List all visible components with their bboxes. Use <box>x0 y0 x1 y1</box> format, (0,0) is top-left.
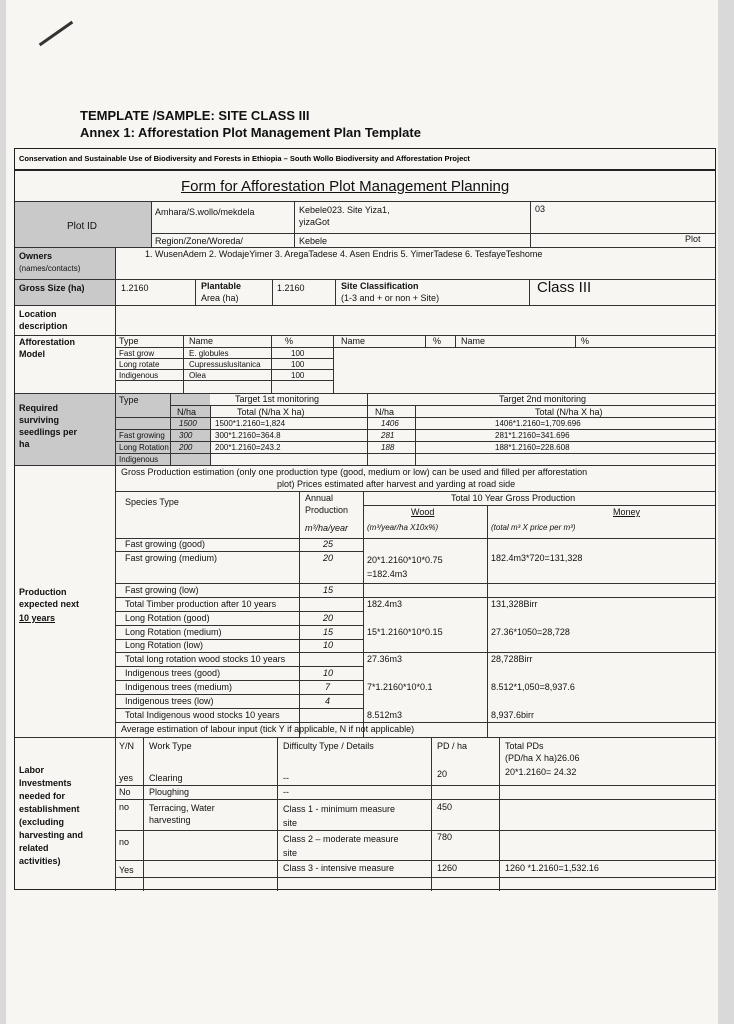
seedlings-head-nha2: N/ha <box>375 407 395 417</box>
seedlings-label-2: surviving <box>19 415 60 425</box>
labor-label-2: Investments <box>19 778 72 788</box>
seedlings-row-nha: 300 <box>179 431 193 440</box>
annex-title: Annex 1: Afforestation Plot Management Plan Template <box>80 125 421 140</box>
labor-label-4: establishment <box>19 804 80 814</box>
afforestation-head-pct2: % <box>433 336 442 346</box>
production-row-species: Long Rotation (medium) <box>125 627 222 637</box>
labor-row-yn: Yes <box>119 865 134 875</box>
production-row-money: 27.36*1050=28,728 <box>491 627 570 637</box>
project-header: Conservation and Sustainable Use of Biodiversity and Forests in Ethiopia – South Wollo Biodiversity and Afforestation Project <box>14 148 716 170</box>
seedlings-head-total: Total (N/ha X ha) <box>237 407 305 417</box>
location-value: Amhara/S.wollo/mekdela <box>155 207 255 217</box>
labor-head-total-1: Total PDs <box>505 741 544 751</box>
production-head-species: Species Type <box>125 497 179 507</box>
production-row-annual: 20 <box>323 613 334 623</box>
labor-head-diff: Difficulty Type / Details <box>283 741 374 751</box>
site-class-label-1: Site Classification <box>341 281 419 291</box>
production-row-money: 8.512*1,050=8,937.6 <box>491 682 575 692</box>
labor-row-diff: -- <box>283 787 289 797</box>
production-row-species: Fast growing (good) <box>125 539 206 549</box>
labor-head-work: Work Type <box>149 741 192 751</box>
afforestation-head-type: Type <box>119 336 139 346</box>
production-head-wood-sub: (m³/year/ha X10x%) <box>367 523 439 532</box>
labor-row-work: Clearing <box>149 773 183 783</box>
seedlings-row-nha2: 281 <box>381 431 395 440</box>
plot-caption: Plot <box>685 234 701 244</box>
document-page <box>6 0 718 1024</box>
production-head-money: Money <box>613 507 641 517</box>
labor-row-work: Ploughing <box>149 787 190 797</box>
seedlings-head-target1: Target 1st monitoring <box>235 394 320 404</box>
production-row-wood: 182.4m3 <box>367 599 403 609</box>
production-row-wood: 8.512m3 <box>367 710 403 720</box>
plantable-value: 1.2160 <box>277 283 305 293</box>
seedlings-head-total2: Total (N/ha X ha) <box>535 407 603 417</box>
production-head-wood: Wood <box>411 507 435 517</box>
production-row-annual: 25 <box>323 539 334 549</box>
production-row-species: Fast growing (low) <box>125 585 199 595</box>
form-table <box>14 170 716 890</box>
production-row-annual: 15 <box>323 627 334 637</box>
gross-size-value: 1.2160 <box>121 283 149 293</box>
seedlings-row-type: Long Rotation <box>119 443 169 452</box>
production-note-2: plot) Prices estimated after harvest and yarding at road side <box>277 479 516 489</box>
afforestation-head-pct3: % <box>581 336 590 346</box>
seedlings-row-nha2: 1406 <box>381 419 399 428</box>
plantable-label-1: Plantable <box>201 281 242 291</box>
labor-head-yn: Y/N <box>119 741 135 751</box>
labor-row-pd: 780 <box>437 832 453 842</box>
labor-label-7: related <box>19 843 49 853</box>
labor-head-total-2: (PD/ha X ha)26.06 <box>505 753 580 763</box>
afforestation-head-name: Name <box>189 336 214 346</box>
production-row-annual: 7 <box>325 682 331 692</box>
gross-size-label: Gross Size (ha) <box>19 283 85 293</box>
afforestation-row-name: E. globules <box>189 349 229 358</box>
labor-label-1: Labor <box>19 765 45 775</box>
plot-number: 03 <box>535 204 546 214</box>
labor-label-8: activities) <box>19 856 61 866</box>
labor-row-pd: 20 <box>437 769 448 779</box>
afforestation-label-1: Afforestation <box>19 337 75 347</box>
production-label-1: Production <box>19 587 67 597</box>
site-class-value: Class III <box>537 279 592 296</box>
afforestation-row-pct: 100 <box>291 371 305 380</box>
seedlings-row-nha: 1500 <box>179 419 197 428</box>
labor-head-pd: PD / ha <box>437 741 468 751</box>
seedlings-row-total: 300*1.2160=364.8 <box>215 431 281 440</box>
seedlings-row-type: Indigenous <box>119 455 159 464</box>
owners-value: 1. WusenAdem 2. WodajeYimer 3. AregaTadese 4. Asen Endris 5. YimerTadese 6. TesfayeTeshome <box>145 249 543 259</box>
production-row-money: 28,728Birr <box>491 654 533 664</box>
labor-row-pd: 450 <box>437 802 453 812</box>
production-row-species: Total Timber production after 10 years <box>125 599 277 609</box>
afforestation-row-type: Fast grow <box>119 349 155 358</box>
production-row-species: Indigenous trees (low) <box>125 696 214 706</box>
labor-note: Average estimation of labour input (tick Y if applicable, N if not applicable) <box>121 724 415 734</box>
labor-label-3: needed for <box>19 791 66 801</box>
kebele-value-1: Kebele023. Site Yiza1, <box>299 205 390 215</box>
seedlings-row-nha: 200 <box>179 443 193 452</box>
form-title: Form for Afforestation Plot Management Planning <box>181 178 510 195</box>
seedlings-row-total: 1500*1.2160=1,824 <box>215 419 286 428</box>
seedlings-row-total2: 1406*1.2160=1,709.696 <box>495 419 581 428</box>
template-title: TEMPLATE /SAMPLE: SITE CLASS III <box>80 108 310 123</box>
seedlings-row-type: Fast growing <box>119 431 165 440</box>
owners-label: Owners <box>19 251 53 261</box>
production-row-wood: 27.36m3 <box>367 654 403 664</box>
production-row-annual: 4 <box>325 696 331 706</box>
kebele-caption: Kebele <box>299 236 328 246</box>
afforestation-head-name2: Name <box>341 336 366 346</box>
production-head-annual-2: Production <box>305 505 349 515</box>
owners-sublabel: (names/contacts) <box>19 264 81 273</box>
labor-row-total: 20*1.2160= 24.32 <box>505 767 577 777</box>
seedlings-row-total2: 188*1.2160=228.608 <box>495 443 570 452</box>
afforestation-row-type: Long rotate <box>119 360 160 369</box>
production-row-wood: 20*1.2160*10*0.75 =182.4m3 <box>367 555 443 579</box>
production-row-annual: 20 <box>323 553 334 563</box>
seedlings-head-type: Type <box>119 395 139 405</box>
afforestation-row-pct: 100 <box>291 360 305 369</box>
afforestation-head-name3: Name <box>461 336 486 346</box>
labor-row-diff: Class 1 - minimum measure site <box>283 804 396 828</box>
production-head-total10: Total 10 Year Gross Production <box>451 493 576 503</box>
production-label-2: expected next <box>19 599 80 609</box>
production-row-species: Indigenous trees (medium) <box>125 682 233 692</box>
labor-row-diff: Class 2 – moderate measure site <box>283 834 399 858</box>
labor-row-pd: 1260 <box>437 863 458 873</box>
afforestation-label-2: Model <box>19 349 45 359</box>
seedlings-row-total2: 281*1.2160=341.696 <box>495 431 570 440</box>
production-row-species: Total Indigenous wood stocks 10 years <box>125 710 280 720</box>
production-row-wood: 15*1.2160*10*0.15 <box>367 627 443 637</box>
production-note-1: Gross Production estimation (only one production type (good, medium or low) can be used and filled per afforestation <box>121 467 588 477</box>
plot-id-label: Plot ID <box>67 221 98 232</box>
seedlings-label-4: ha <box>19 439 30 449</box>
production-row-species: Total long rotation wood stocks 10 years <box>125 654 286 664</box>
labor-row-yn: no <box>119 802 130 812</box>
production-row-species: Indigenous trees (good) <box>125 668 221 678</box>
production-row-annual: 15 <box>323 585 334 595</box>
labor-row-work: Terracing, Water harvesting <box>149 803 215 825</box>
labor-row-diff: -- <box>283 773 289 783</box>
location-label-1: Location <box>19 309 57 319</box>
production-row-annual: 10 <box>323 668 334 678</box>
afforestation-head-pct: % <box>285 336 294 346</box>
location-caption: Region/Zone/Woreda/ <box>155 236 243 246</box>
site-class-label-2: (1-3 and + or non + Site) <box>341 293 440 303</box>
seedlings-row-total: 200*1.2160=243.2 <box>215 443 281 452</box>
seedlings-label-3: seedlings per <box>19 427 78 437</box>
labor-label-6: harvesting and <box>19 830 84 840</box>
plantable-label-2: Area (ha) <box>201 293 239 303</box>
labor-row-yn: yes <box>119 773 134 783</box>
seedlings-label-1: Required <box>19 403 59 413</box>
labor-row-diff: Class 3 - intensive measure <box>283 863 395 873</box>
labor-row-yn: no <box>119 837 130 847</box>
production-head-money-sub: (total m³ X price per m³) <box>491 523 576 532</box>
seedlings-head-target2: Target 2nd monitoring <box>499 394 587 404</box>
production-row-annual: 10 <box>323 640 334 650</box>
seedlings-head-nha: N/ha <box>177 407 197 417</box>
labor-row-total: 1260 *1.2160=1,532.16 <box>505 863 599 873</box>
production-head-annual-3: m³/ha/year <box>305 523 349 533</box>
pen-mark <box>39 21 73 46</box>
production-label-3: 10 years <box>19 613 56 623</box>
production-row-species: Long Rotation (low) <box>125 640 204 650</box>
seedlings-row-nha2: 188 <box>381 443 395 452</box>
production-row-species: Fast growing (medium) <box>125 553 218 563</box>
production-row-money: 8,937.6birr <box>491 710 535 720</box>
labor-row-yn: No <box>119 787 131 797</box>
production-row-money: 131,328Birr <box>491 599 538 609</box>
location-label-2: description <box>19 321 68 331</box>
labor-label-5: (excluding <box>19 817 65 827</box>
production-row-wood: 7*1.2160*10*0.1 <box>367 682 433 692</box>
afforestation-row-pct: 100 <box>291 349 305 358</box>
afforestation-row-name: Olea <box>189 371 206 380</box>
afforestation-row-type: Indigenous <box>119 371 159 380</box>
afforestation-row-name: Cupressuslusitanica <box>189 360 261 369</box>
production-row-money: 182.4m3*720=131,328 <box>491 553 583 563</box>
production-row-species: Long Rotation (good) <box>125 613 210 623</box>
production-head-annual-1: Annual <box>305 493 334 503</box>
kebele-value-2: yizaGot <box>299 217 330 227</box>
